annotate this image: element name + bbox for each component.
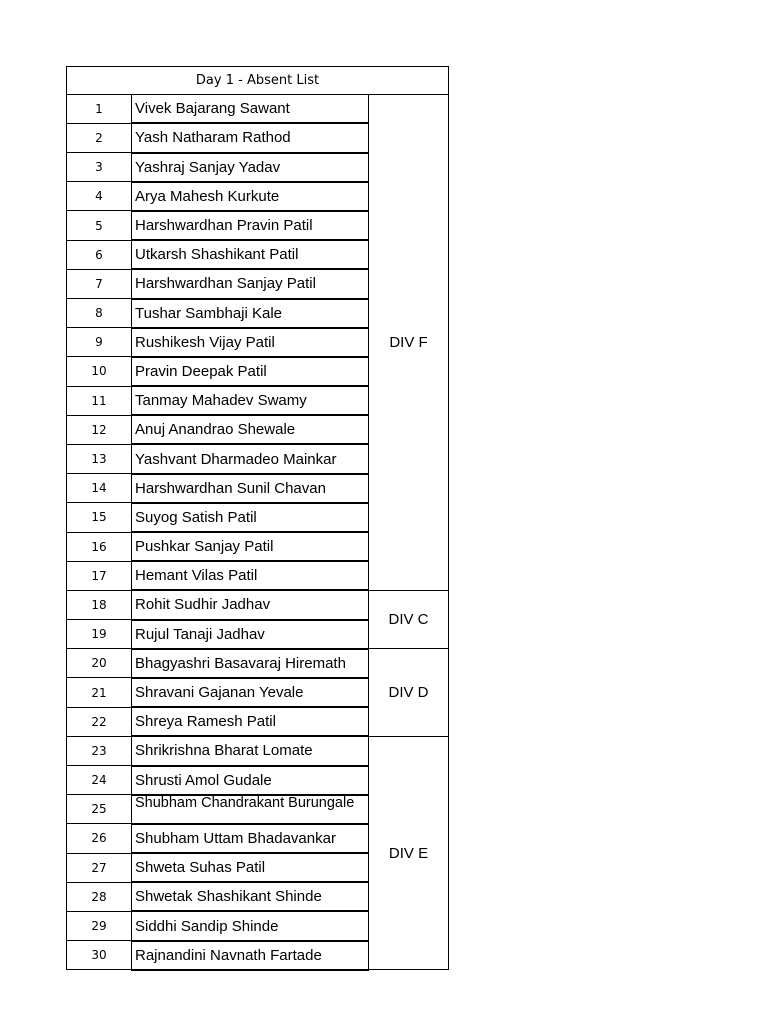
student-name: Shubham Chandrakant Burungale (132, 795, 369, 824)
row-number: 26 (67, 824, 132, 853)
student-name: Pravin Deepak Patil (132, 357, 369, 386)
row-number: 22 (67, 707, 132, 736)
division-label: DIV E (369, 736, 449, 970)
student-name: Hemant Vilas Patil (132, 561, 369, 590)
student-name: Bhagyashri Basavaraj Hiremath (132, 649, 369, 678)
table-row (67, 590, 449, 619)
row-number: 3 (67, 153, 132, 182)
student-name: Utkarsh Shashikant Patil (132, 240, 369, 269)
student-name: Shubham Uttam Bhadavankar (132, 824, 369, 853)
row-number: 21 (67, 678, 132, 707)
sheet-title: Day 1 - Absent List (67, 67, 449, 95)
table-row (67, 736, 449, 765)
division-label: DIV D (369, 649, 449, 737)
row-number: 1 (67, 95, 132, 124)
row-number: 9 (67, 328, 132, 357)
student-name: Tanmay Mahadev Swamy (132, 386, 369, 415)
table-row (67, 95, 449, 124)
division-label: DIV F (369, 95, 449, 591)
student-name: Siddhi Sandip Shinde (132, 911, 369, 940)
division-label: DIV C (369, 590, 449, 648)
row-number: 23 (67, 736, 132, 765)
student-name: Vivek Bajarang Sawant (132, 95, 369, 124)
row-number: 13 (67, 444, 132, 473)
student-name: Shwetak Shashikant Shinde (132, 882, 369, 911)
student-name: Yashraj Sanjay Yadav (132, 153, 369, 182)
student-name: Harshwardhan Sunil Chavan (132, 474, 369, 503)
row-number: 10 (67, 357, 132, 386)
row-number: 14 (67, 474, 132, 503)
student-name: Shrusti Amol Gudale (132, 766, 369, 795)
student-name: Shweta Suhas Patil (132, 853, 369, 882)
row-number: 29 (67, 911, 132, 940)
row-number: 11 (67, 386, 132, 415)
absent-list-table (66, 66, 449, 971)
student-name: Anuj Anandrao Shewale (132, 415, 369, 444)
title-row (67, 67, 449, 95)
row-number: 19 (67, 620, 132, 649)
row-number: 16 (67, 532, 132, 561)
student-name: Suyog Satish Patil (132, 503, 369, 532)
student-name: Harshwardhan Pravin Patil (132, 211, 369, 240)
student-name: Yash Natharam Rathod (132, 123, 369, 152)
row-number: 27 (67, 853, 132, 882)
student-name: Rushikesh Vijay Patil (132, 328, 369, 357)
row-number: 7 (67, 269, 132, 298)
student-name: Rajnandini Navnath Fartade (132, 941, 369, 970)
row-number: 25 (67, 795, 132, 824)
student-name: Harshwardhan Sanjay Patil (132, 269, 369, 298)
row-number: 12 (67, 415, 132, 444)
table-row (67, 649, 449, 678)
student-name: Arya Mahesh Kurkute (132, 182, 369, 211)
row-number: 4 (67, 182, 132, 211)
row-number: 28 (67, 882, 132, 911)
student-name: Rohit Sudhir Jadhav (132, 590, 369, 619)
row-number: 6 (67, 240, 132, 269)
row-number: 15 (67, 503, 132, 532)
row-number: 24 (67, 766, 132, 795)
row-number: 20 (67, 649, 132, 678)
row-number: 5 (67, 211, 132, 240)
student-name: Tushar Sambhaji Kale (132, 299, 369, 328)
row-number: 30 (67, 941, 132, 970)
row-number: 8 (67, 299, 132, 328)
student-name: Pushkar Sanjay Patil (132, 532, 369, 561)
row-number: 2 (67, 123, 132, 152)
student-name: Yashvant Dharmadeo Mainkar (132, 444, 369, 473)
row-number: 17 (67, 561, 132, 590)
row-number: 18 (67, 590, 132, 619)
absent-list-body (67, 67, 449, 970)
student-name: Shravani Gajanan Yevale (132, 678, 369, 707)
student-name: Shreya Ramesh Patil (132, 707, 369, 736)
student-name: Rujul Tanaji Jadhav (132, 620, 369, 649)
student-name: Shrikrishna Bharat Lomate (132, 736, 369, 765)
